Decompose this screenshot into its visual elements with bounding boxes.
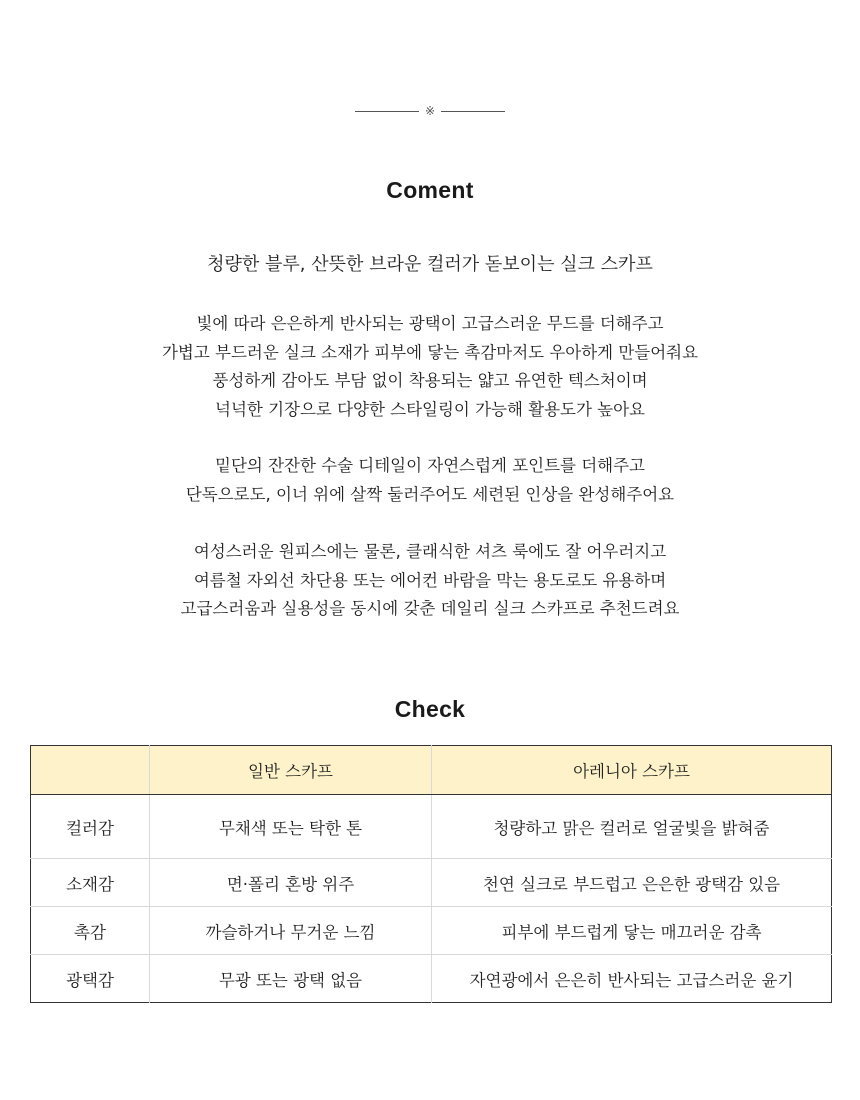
table-header-cell: 일반 스카프 — [150, 746, 432, 795]
table-row — [31, 955, 832, 1003]
section-divider — [0, 104, 860, 118]
table-cell: 피부에 부드럽게 닿는 매끄러운 감촉 — [432, 907, 832, 955]
coment-line: 여름철 자외선 차단용 또는 에어컨 바람을 막는 용도로도 유용하며 — [193, 570, 667, 590]
coment-line: 풍성하게 감아도 부담 없이 착용되는 얇고 유연한 텍스처이며 — [212, 371, 648, 391]
table-row — [31, 795, 832, 859]
table-header-row — [31, 746, 832, 795]
coment-headline: 청량한 블루, 산뜻한 브라운 컬러가 돋보이는 실크 스카프 — [207, 254, 653, 275]
divider-line-right — [441, 111, 505, 112]
table-cell: 무광 또는 광택 없음 — [150, 955, 432, 1003]
table-cell: 자연광에서 은은히 반사되는 고급스러운 윤기 — [432, 955, 832, 1003]
coment-paragraph-1 — [0, 310, 860, 424]
coment-paragraph-2 — [0, 452, 860, 509]
coment-line: 단독으로도, 이너 위에 살짝 둘러주어도 세련된 인상을 완성해주어요 — [185, 484, 675, 504]
table-row — [31, 907, 832, 955]
row-label: 소재감 — [31, 859, 150, 907]
coment-line: 넉넉한 기장으로 다양한 스타일링이 가능해 활용도가 높아요 — [215, 399, 645, 419]
coment-line: 고급스러움과 실용성을 동시에 갖춘 데일리 실크 스카프로 추천드려요 — [180, 599, 680, 619]
table-cell: 천연 실크로 부드럽고 은은한 광택감 있음 — [432, 859, 832, 907]
row-label: 촉감 — [31, 907, 150, 955]
divider-line-left — [355, 111, 419, 112]
coment-paragraph-3 — [0, 538, 860, 624]
table-cell: 청량하고 맑은 컬러로 얼굴빛을 밝혀줌 — [493, 818, 770, 838]
reference-mark-icon: ※ — [424, 104, 436, 118]
coment-line: 가볍고 부드러운 실크 소재가 피부에 닿는 촉감마저도 우아하게 만들어줘요 — [161, 342, 699, 362]
coment-line: 밑단의 잔잔한 수술 디테일이 자연스럽게 포인트를 더해주고 — [215, 456, 645, 475]
coment-line: 여성스러운 원피스에는 물론, 클래식한 셔츠 룩에도 잘 어우러지고 — [193, 542, 667, 561]
table-cell: 무채색 또는 탁한 톤 — [150, 795, 432, 859]
table-header-cell: 아레니아 스카프 — [432, 746, 832, 795]
comparison-table — [30, 745, 832, 1003]
coment-line: 빛에 따라 은은하게 반사되는 광택이 고급스러운 무드를 더해주고 — [196, 314, 664, 333]
table-header-cell — [31, 746, 150, 795]
table-row — [31, 859, 832, 907]
check-title: Check — [394, 696, 466, 722]
row-label: 컬러감 — [31, 795, 150, 859]
table-cell: 면·폴리 혼방 위주 — [150, 859, 432, 907]
row-label: 광택감 — [31, 955, 150, 1003]
table-cell: 까슬하거나 무거운 느낌 — [150, 907, 432, 955]
coment-title: Coment — [386, 177, 474, 203]
